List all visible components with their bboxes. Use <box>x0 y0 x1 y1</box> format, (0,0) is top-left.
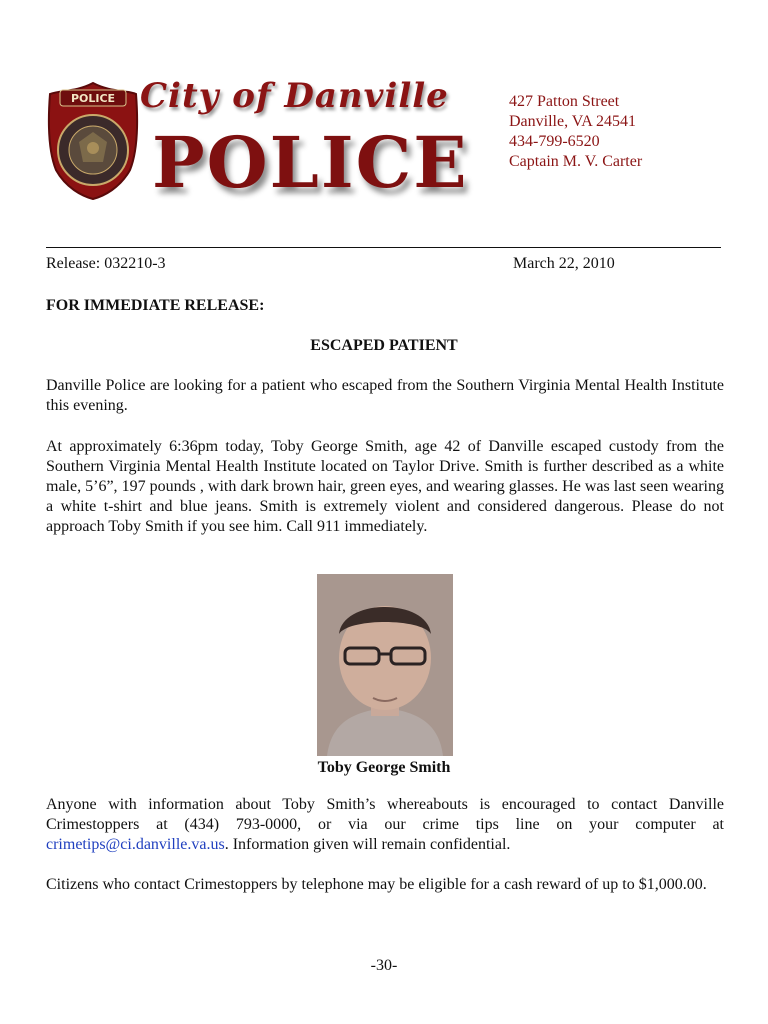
logo-police-wordmark: POLICE <box>152 121 469 204</box>
header-divider <box>46 247 721 248</box>
address-street: 427 Patton Street <box>509 93 620 110</box>
logo-city-of-danville: City of Danville <box>140 76 449 116</box>
address-city: Danville, VA 24541 <box>509 113 636 130</box>
suspect-photo <box>317 574 453 756</box>
paragraph-contact <box>46 795 724 855</box>
release-date: March 22, 2010 <box>513 255 615 272</box>
page-title: ESCAPED PATIENT <box>310 337 458 354</box>
contact-text-after: . Information given will remain confidential. <box>224 836 511 853</box>
badge-police-text: POLICE <box>70 92 116 105</box>
contact-text-before: Anyone with information about Toby Smith’s whereabouts is encouraged to contact Danville Crimestoppers at (434) 793-0000, or via our crime tips line on your computer at <box>46 796 724 833</box>
paragraph-reward: Citizens who contact Crimestoppers by telephone may be eligible for a cash reward of up to $1,000.00. <box>46 876 707 893</box>
paragraph-intro: Danville Police are looking for a patient who escaped from the Southern Virginia Mental Health Institute this evening. <box>46 377 724 414</box>
release-number: Release: 032210-3 <box>46 255 166 272</box>
photo-caption: Toby George Smith <box>317 759 451 776</box>
suspect-photo-illustration <box>317 574 453 756</box>
address-captain: Captain M. V. Carter <box>509 153 643 170</box>
paragraph-details: At approximately 6:36pm today, Toby George Smith, age 42 of Danville escaped custody from the Southern Virginia Mental Health Institute located on Taylor Drive. Smith is further described as a white male, 5’6”, 197 pounds , with dark brown hair, green eyes, and wearing glasses. He was last seen wearing a white t-shirt and blue jeans. Smith is extremely violent and considered dangerous. Please do not approach Toby Smith if you see him. Call 911 immediately. <box>46 438 724 535</box>
address-block <box>509 92 642 172</box>
immediate-release-label: FOR IMMEDIATE RELEASE: <box>46 297 265 314</box>
crimetips-email-link[interactable]: crimetips@ci.danville.va.us <box>46 836 225 853</box>
page-number: -30- <box>370 957 398 974</box>
police-badge-logo <box>46 80 140 200</box>
address-phone: 434-799-6520 <box>509 133 600 150</box>
